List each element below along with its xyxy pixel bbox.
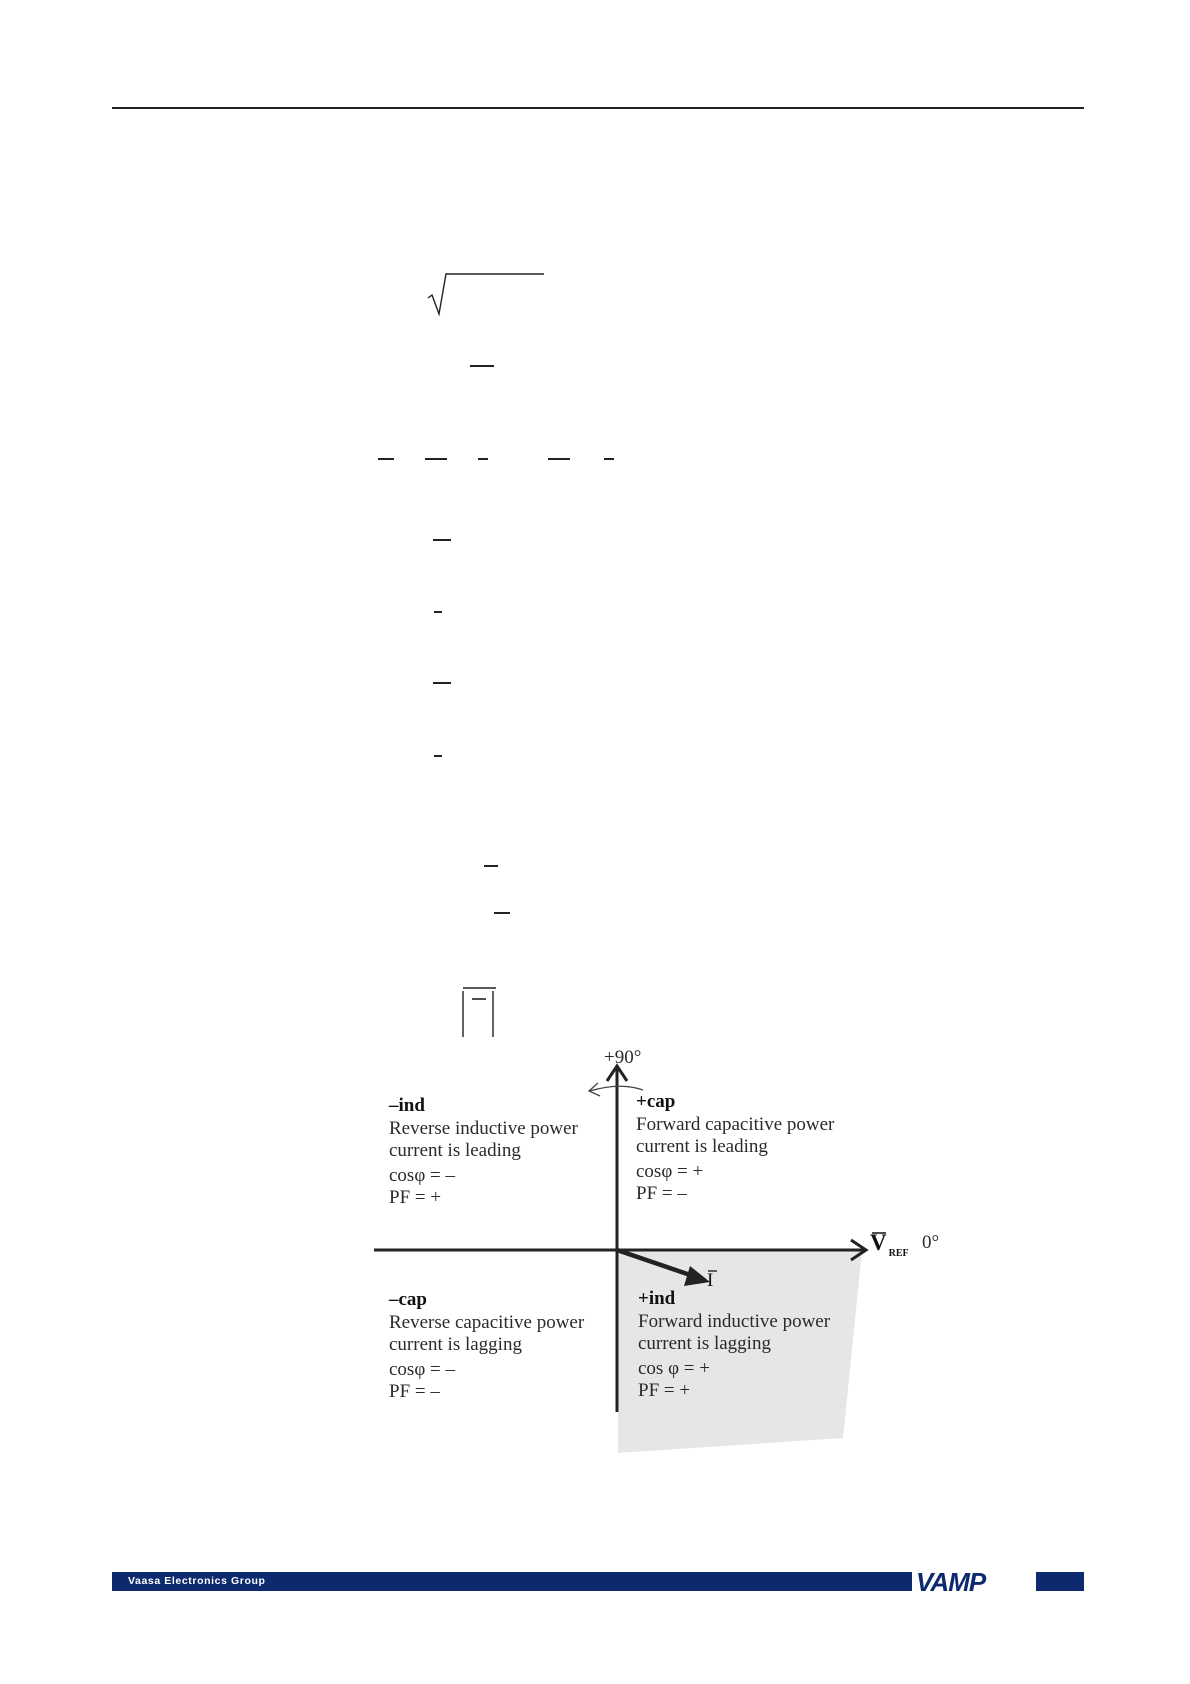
quadrant-line: current is lagging xyxy=(389,1334,522,1355)
axis-right-label: 0° xyxy=(922,1232,940,1253)
quadrant-line: PF = + xyxy=(389,1187,442,1208)
quadrant-bottom-right xyxy=(638,1288,830,1403)
quadrant-bottom-left xyxy=(389,1289,584,1404)
quadrant-line: current is leading xyxy=(389,1140,521,1161)
quadrant-heading: +cap xyxy=(636,1091,676,1112)
quadrant-line: Forward capacitive power xyxy=(636,1113,835,1135)
vref-label xyxy=(870,1230,909,1259)
vamp-logo: VAMP xyxy=(916,1567,986,1597)
quadrant-line: Reverse capacitive power xyxy=(389,1311,585,1333)
quadrant-line: cosφ = + xyxy=(636,1160,704,1182)
quadrant-line: cosφ = – xyxy=(389,1164,456,1186)
axis-top-label: +90° xyxy=(604,1047,642,1068)
quadrant-heading: +ind xyxy=(638,1288,676,1309)
quadrant-line: current is lagging xyxy=(638,1333,771,1354)
quadrant-line: PF = + xyxy=(638,1380,691,1401)
quadrant-top-left xyxy=(389,1095,578,1210)
quadrant-line: Forward inductive power xyxy=(638,1310,831,1332)
logo-block xyxy=(1036,1572,1084,1591)
quadrant-line: current is leading xyxy=(636,1136,768,1157)
quadrant-line: PF = – xyxy=(636,1183,687,1204)
footer-company-name: Vaasa Electronics Group xyxy=(128,1575,266,1587)
quadrant-line: cosφ = – xyxy=(389,1358,456,1380)
quadrant-top-right xyxy=(636,1091,834,1206)
quadrant-line: PF = – xyxy=(389,1381,440,1402)
quadrant-heading: –cap xyxy=(389,1289,427,1310)
quadrant-heading: –ind xyxy=(389,1095,425,1116)
quadrant-line: cos φ = + xyxy=(638,1357,710,1379)
vref-subscript: REF xyxy=(888,1248,909,1259)
current-label: I xyxy=(707,1270,714,1291)
vref-main: V xyxy=(870,1230,887,1255)
quadrant-line: Reverse inductive power xyxy=(389,1117,578,1139)
